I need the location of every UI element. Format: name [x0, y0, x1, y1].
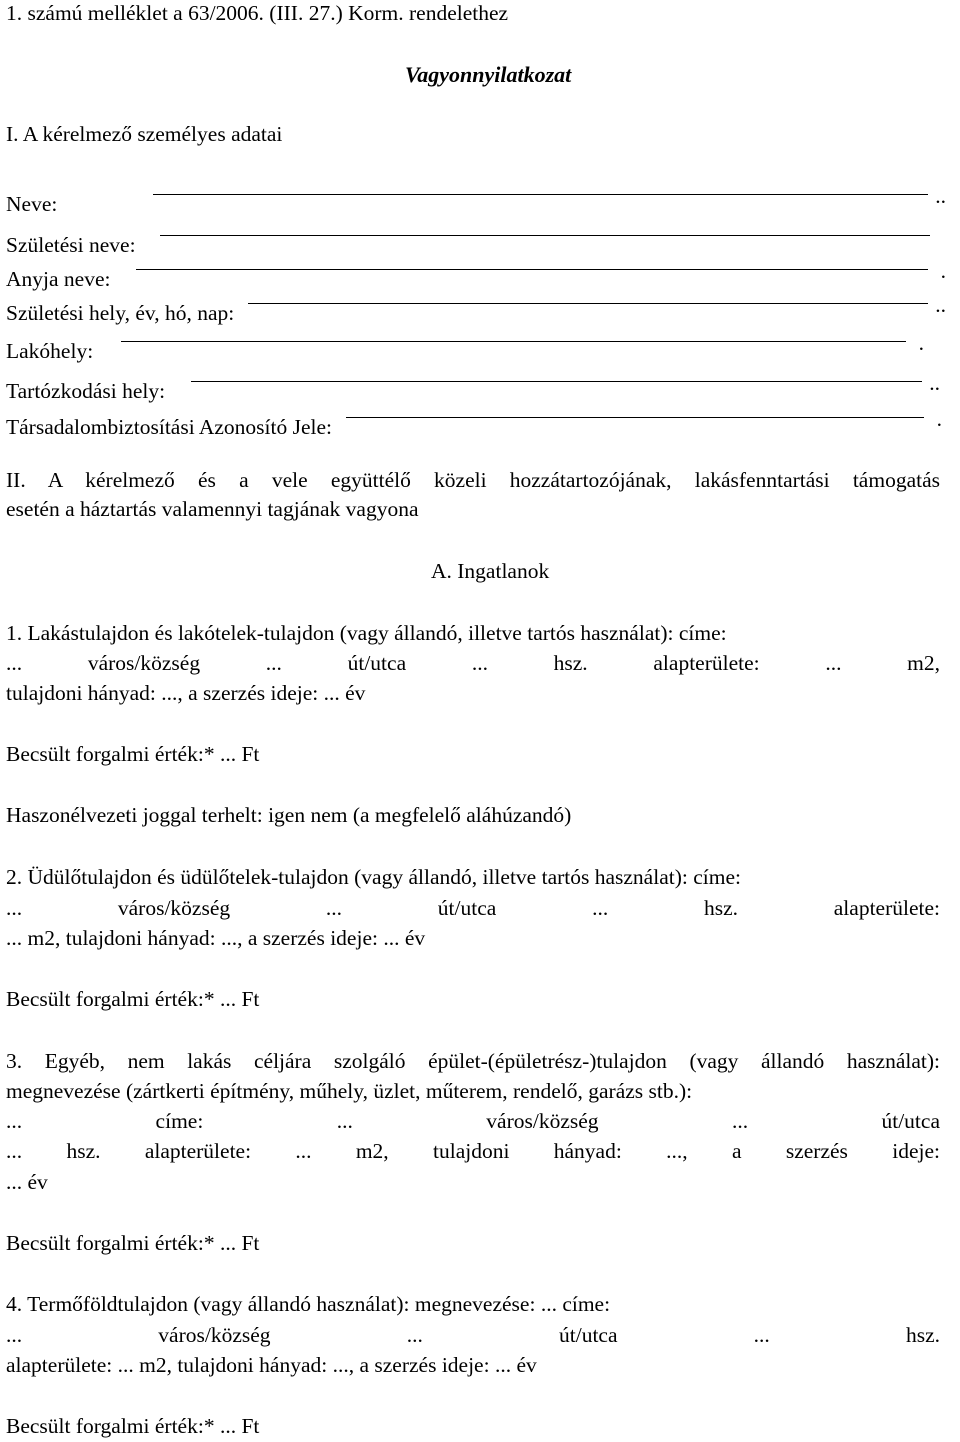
- item1-usufruct: Haszonélvezeti joggal terhelt: igen nem (a megfelelő aláhúzandó): [6, 803, 572, 827]
- section2-heading-line2: esetén a háztartás valamennyi tagjának vagyona: [6, 497, 419, 521]
- fill-line[interactable]: [248, 290, 946, 320]
- item2-value: Becsült forgalmi érték:* ... Ft: [6, 987, 260, 1011]
- item2-line1: 2. Üdülőtulajdon és üdülőtelek-tulajdon (vagy állandó, illetve tartós használat): címe:: [6, 865, 741, 889]
- fill-end: .: [918, 331, 924, 355]
- fill-line[interactable]: [136, 256, 946, 286]
- item4-value: Becsült forgalmi érték:* ... Ft: [6, 1414, 260, 1438]
- field-label: Anyja neve:: [6, 267, 111, 291]
- field-label: Tartózkodási hely:: [6, 379, 166, 403]
- item1-line2: ... város/község ... út/utca ... hsz. alapterülete: ... m2,: [6, 651, 940, 675]
- fill-end: .: [940, 259, 946, 283]
- field-mother-name[interactable]: [6, 256, 946, 294]
- fill-end: ..: [929, 371, 940, 395]
- field-label: Lakóhely:: [6, 339, 94, 363]
- field-birth-place-date[interactable]: [6, 290, 946, 328]
- field-temporary-residence[interactable]: [6, 368, 946, 406]
- field-taj[interactable]: [6, 404, 946, 442]
- fill-line[interactable]: [346, 404, 942, 434]
- item4-line2: ... város/község ... út/utca ... hsz.: [6, 1323, 940, 1347]
- item2-line3: ... m2, tulajdoni hányad: ..., a szerzés ideje: ... év: [6, 926, 426, 950]
- item3-line2: megnevezése (zártkerti építmény, műhely, üzlet, műterem, rendelő, garázs stb.):: [6, 1079, 693, 1103]
- document-title: Vagyonnyilatkozat: [405, 62, 572, 87]
- item1-line3: tulajdoni hányad: ..., a szerzés ideje: ... év: [6, 681, 366, 705]
- item4-line3: alapterülete: ... m2, tulajdoni hányad: ..., a szerzés ideje: ... év: [6, 1353, 537, 1377]
- fill-line[interactable]: [121, 328, 924, 358]
- annex-reference: 1. számú melléklet a 63/2006. (III. 27.) Korm. rendelethez: [6, 1, 509, 25]
- fill-line[interactable]: [153, 181, 946, 211]
- item3-line4: ... hsz. alapterülete: ... m2, tulajdoni hányad: ..., a szerzés ideje:: [6, 1139, 940, 1163]
- section1-heading: I. A kérelmező személyes adatai: [6, 122, 283, 146]
- item3-line3: ... címe: ... város/község ... út/utca: [6, 1109, 940, 1133]
- fill-end: .: [936, 407, 942, 431]
- item1-value: Becsült forgalmi érték:* ... Ft: [6, 742, 260, 766]
- field-label: Társadalombiztosítási Azonosító Jele:: [6, 415, 333, 439]
- item3-value: Becsült forgalmi érték:* ... Ft: [6, 1231, 260, 1255]
- fill-end: ..: [935, 293, 946, 317]
- field-label: Születési neve:: [6, 233, 136, 257]
- field-birth-name[interactable]: [6, 222, 946, 260]
- section2-subheading: A. Ingatlanok: [431, 559, 550, 583]
- item3-line1: 3. Egyéb, nem lakás céljára szolgáló épület-(épületrész-)tulajdon (vagy állandó használat):: [6, 1049, 940, 1073]
- field-name[interactable]: [6, 181, 946, 219]
- item1-line1: 1. Lakástulajdon és lakótelek-tulajdon (vagy állandó, illetve tartós használat): címe:: [6, 621, 727, 645]
- section2-heading-line1: II. A kérelmező és a vele együttélő közeli hozzátartozójának, lakásfenntartási támogatás: [6, 468, 940, 492]
- item4-line1: 4. Termőföldtulajdon (vagy állandó használat): megnevezése: ... címe:: [6, 1292, 611, 1316]
- fill-line[interactable]: [160, 222, 942, 252]
- fill-end: ..: [935, 184, 946, 208]
- item2-line2: ... város/község ... út/utca ... hsz. alapterülete:: [6, 896, 940, 920]
- field-label: Születési hely, év, hó, nap:: [6, 301, 235, 325]
- fill-line[interactable]: [191, 368, 940, 398]
- field-residence[interactable]: [6, 328, 946, 366]
- field-label: Neve:: [6, 192, 58, 216]
- item3-line5: ... év: [6, 1170, 48, 1194]
